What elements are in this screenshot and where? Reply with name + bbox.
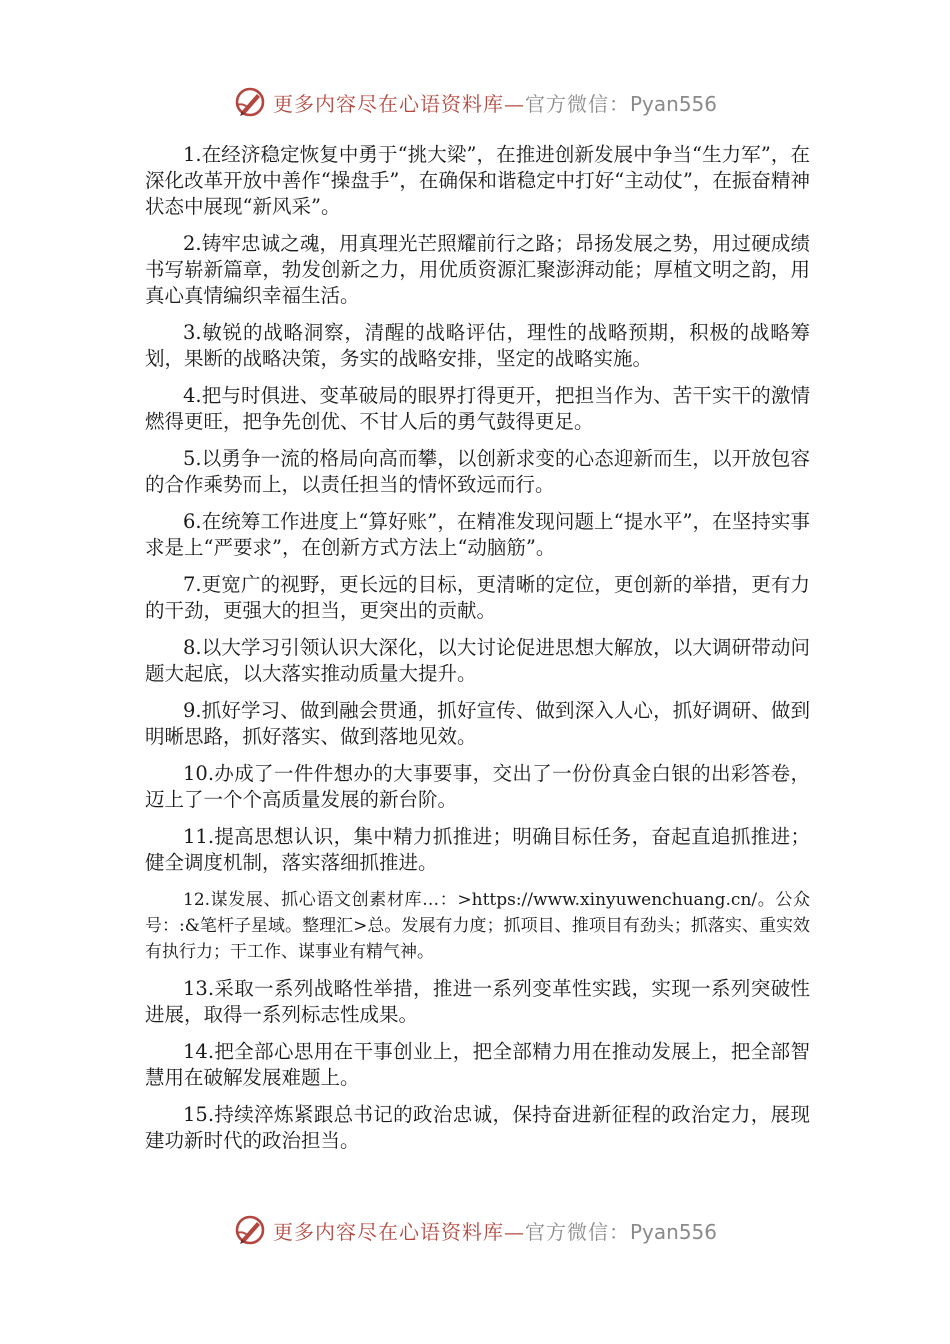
footer-banner-text <box>273 1216 717 1245</box>
paragraph-13: 13.采取一系列战略性举措，推进一系列变革性实践，实现一系列突破性进展，取得一系列标志性成果。 <box>145 977 810 1026</box>
paragraph-9: 9.抓好学习、做到融会贯通，抓好宣传、做到深入人心，抓好调研、做到明晰思路，抓好落实、做到落地见效。 <box>145 699 810 748</box>
header-brand: 更多内容尽在心语资料库— <box>272 91 525 116</box>
document-body <box>145 142 810 1165</box>
paragraph-11: 11.提高思想认识，集中精力抓推进；明确目标任务，奋起直追抓推进；健全调度机制，落实落细抓推进。 <box>145 825 810 874</box>
footer-wechat-label: 官方微信： <box>524 1219 630 1244</box>
header-wechat-id: Pyan556 <box>629 91 717 116</box>
paragraph-10: 10.办成了一件件想办的大事要事，交出了一份份真金白银的出彩答卷，迈上了一个个高质量发展的新台阶。 <box>145 762 810 811</box>
footer-banner <box>0 1210 950 1250</box>
header-banner-text <box>273 88 717 117</box>
header-banner <box>0 82 950 122</box>
paragraph-14: 14.把全部心思用在干事创业上，把全部精力用在推动发展上，把全部智慧用在破解发展难题上。 <box>145 1040 810 1089</box>
paragraph-3: 3.敏锐的战略洞察，清醒的战略评估，理性的战略预期，积极的战略筹划，果断的战略决策，务实的战略安排，坚定的战略实施。 <box>145 321 810 370</box>
paragraph-2: 2.铸牢忠诚之魂，用真理光芒照耀前行之路；昂扬发展之势，用过硬成绩书写崭新篇章，勃发创新之力，用优质资源汇聚澎湃动能；厚植文明之韵，用真心真情编织幸福生活。 <box>145 232 810 307</box>
paragraph-15: 15.持续淬炼紧跟总书记的政治忠诚，保持奋进新征程的政治定力，展现建功新时代的政治担当。 <box>145 1103 810 1152</box>
pen-logo-icon <box>233 85 267 119</box>
pen-logo-icon <box>233 1213 267 1247</box>
paragraph-5: 5.以勇争一流的格局向高而攀，以创新求变的心态迎新而生，以开放包容的合作乘势而上，以责任担当的情怀致远而行。 <box>145 447 810 496</box>
paragraph-6: 6.在统筹工作进度上“算好账”，在精准发现问题上“提水平”，在坚持实事求是上“严要求”，在创新方式方法上“动脑筋”。 <box>145 510 810 559</box>
footer-brand: 更多内容尽在心语资料库— <box>272 1219 525 1244</box>
header-wechat-label: 官方微信： <box>524 91 630 116</box>
paragraph-4: 4.把与时俱进、变革破局的眼界打得更开，把担当作为、苦干实干的激情燃得更旺，把争先创优、不甘人后的勇气鼓得更足。 <box>145 384 810 433</box>
paragraph-8: 8.以大学习引领认识大深化，以大讨论促进思想大解放，以大调研带动问题大起底，以大落实推动质量大提升。 <box>145 636 810 685</box>
footer-wechat-id: Pyan556 <box>629 1219 717 1244</box>
paragraph-1: 1.在经济稳定恢复中勇于“挑大梁”，在推进创新发展中争当“生力军”，在深化改革开放中善作“操盘手”，在确保和谐稳定中打好“主动仗”，在振奋精神状态中展现“新风采”。 <box>145 143 810 218</box>
paragraph-7: 7.更宽广的视野，更长远的目标，更清晰的定位，更创新的举措，更有力的干劲，更强大的担当，更突出的贡献。 <box>145 573 810 622</box>
paragraph-12: 12.谋发展、抓心语文创素材库…：>https://www.xinyuwenchuang.cn/。公众号：:&笔杆子星域。整理汇>总。发展有力度；抓项目、推项目有劲头；抓落实、重实效有执行力；干工作、谋事业有精气神。 <box>145 890 810 962</box>
